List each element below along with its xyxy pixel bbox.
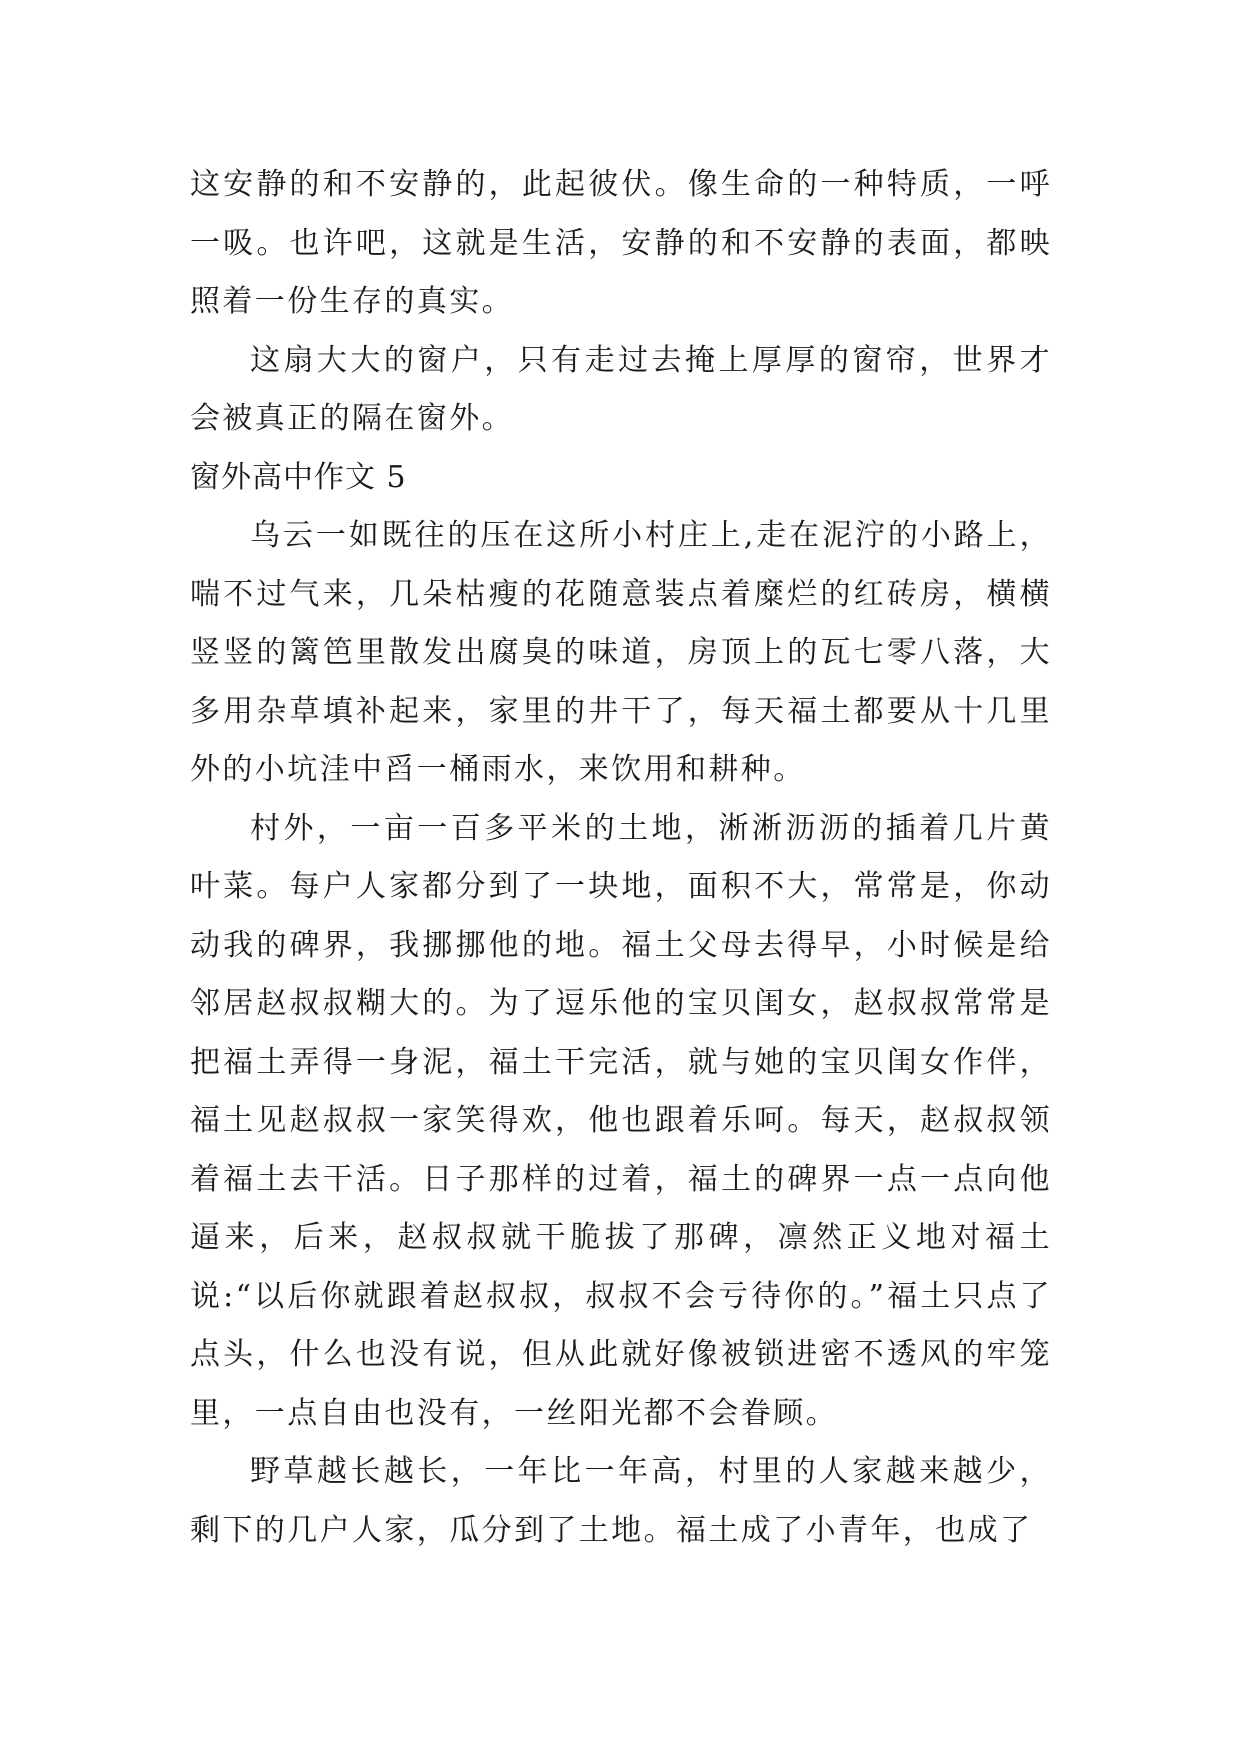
- paragraph-continued: 这安静的和不安静的，此起彼伏。像生命的一种特质，一呼一吸。也许吧，这就是生活，安静的和不安静的表面，都映照着一份生存的真实。: [190, 167, 1052, 319]
- paragraph-weeds: 野草越长越长，一年比一年高，村里的人家越来越少，剩下的几户人家，瓜分到了土地。福土成了小青年，也成了: [190, 1454, 1052, 1548]
- paragraph-window: 这扇大大的窗户，只有走过去掩上厚厚的窗帘，世界才会被真正的隔在窗外。: [190, 342, 1052, 436]
- document-body: [190, 156, 1052, 1560]
- paragraph-village: 乌云一如既往的压在这所小村庄上,走在泥泞的小路上，喘不过气来，几朵枯瘦的花随意装点着糜烂的红砖房，横横竖竖的篱笆里散发出腐臭的味道，房顶上的瓦七零八落，大多用杂草填补起来，家里的井干了，每天福土都要从十几里外的小坑洼中舀一桶雨水，来饮用和耕种。: [190, 518, 1052, 787]
- paragraph-land: 村外，一亩一百多平米的土地，淅淅沥沥的插着几片黄叶菜。每户人家都分到了一块地，面积不大，常常是，你动动我的碑界，我挪挪他的地。福土父母去得早，小时候是给邻居赵叔叔糊大的。为了逗乐他的宝贝闺女，赵叔叔常常是把福土弄得一身泥，福土干完活，就与她的宝贝闺女作伴，福土见赵叔叔一家笑得欢，他也跟着乐呵。每天，赵叔叔领着福土去干活。日子那样的过着，福土的碑界一点一点向他逼来，后来，赵叔叔就干脆拔了那碑，凛然正义地对福土说:“以后你就跟着赵叔叔，叔叔不会亏待你的。”福土只点了点头，什么也没有说，但从此就好像被锁进密不透风的牢笼里，一点自由也没有，一丝阳光都不会眷顾。: [190, 810, 1052, 1431]
- section-heading: 窗外高中作文 5: [190, 459, 407, 495]
